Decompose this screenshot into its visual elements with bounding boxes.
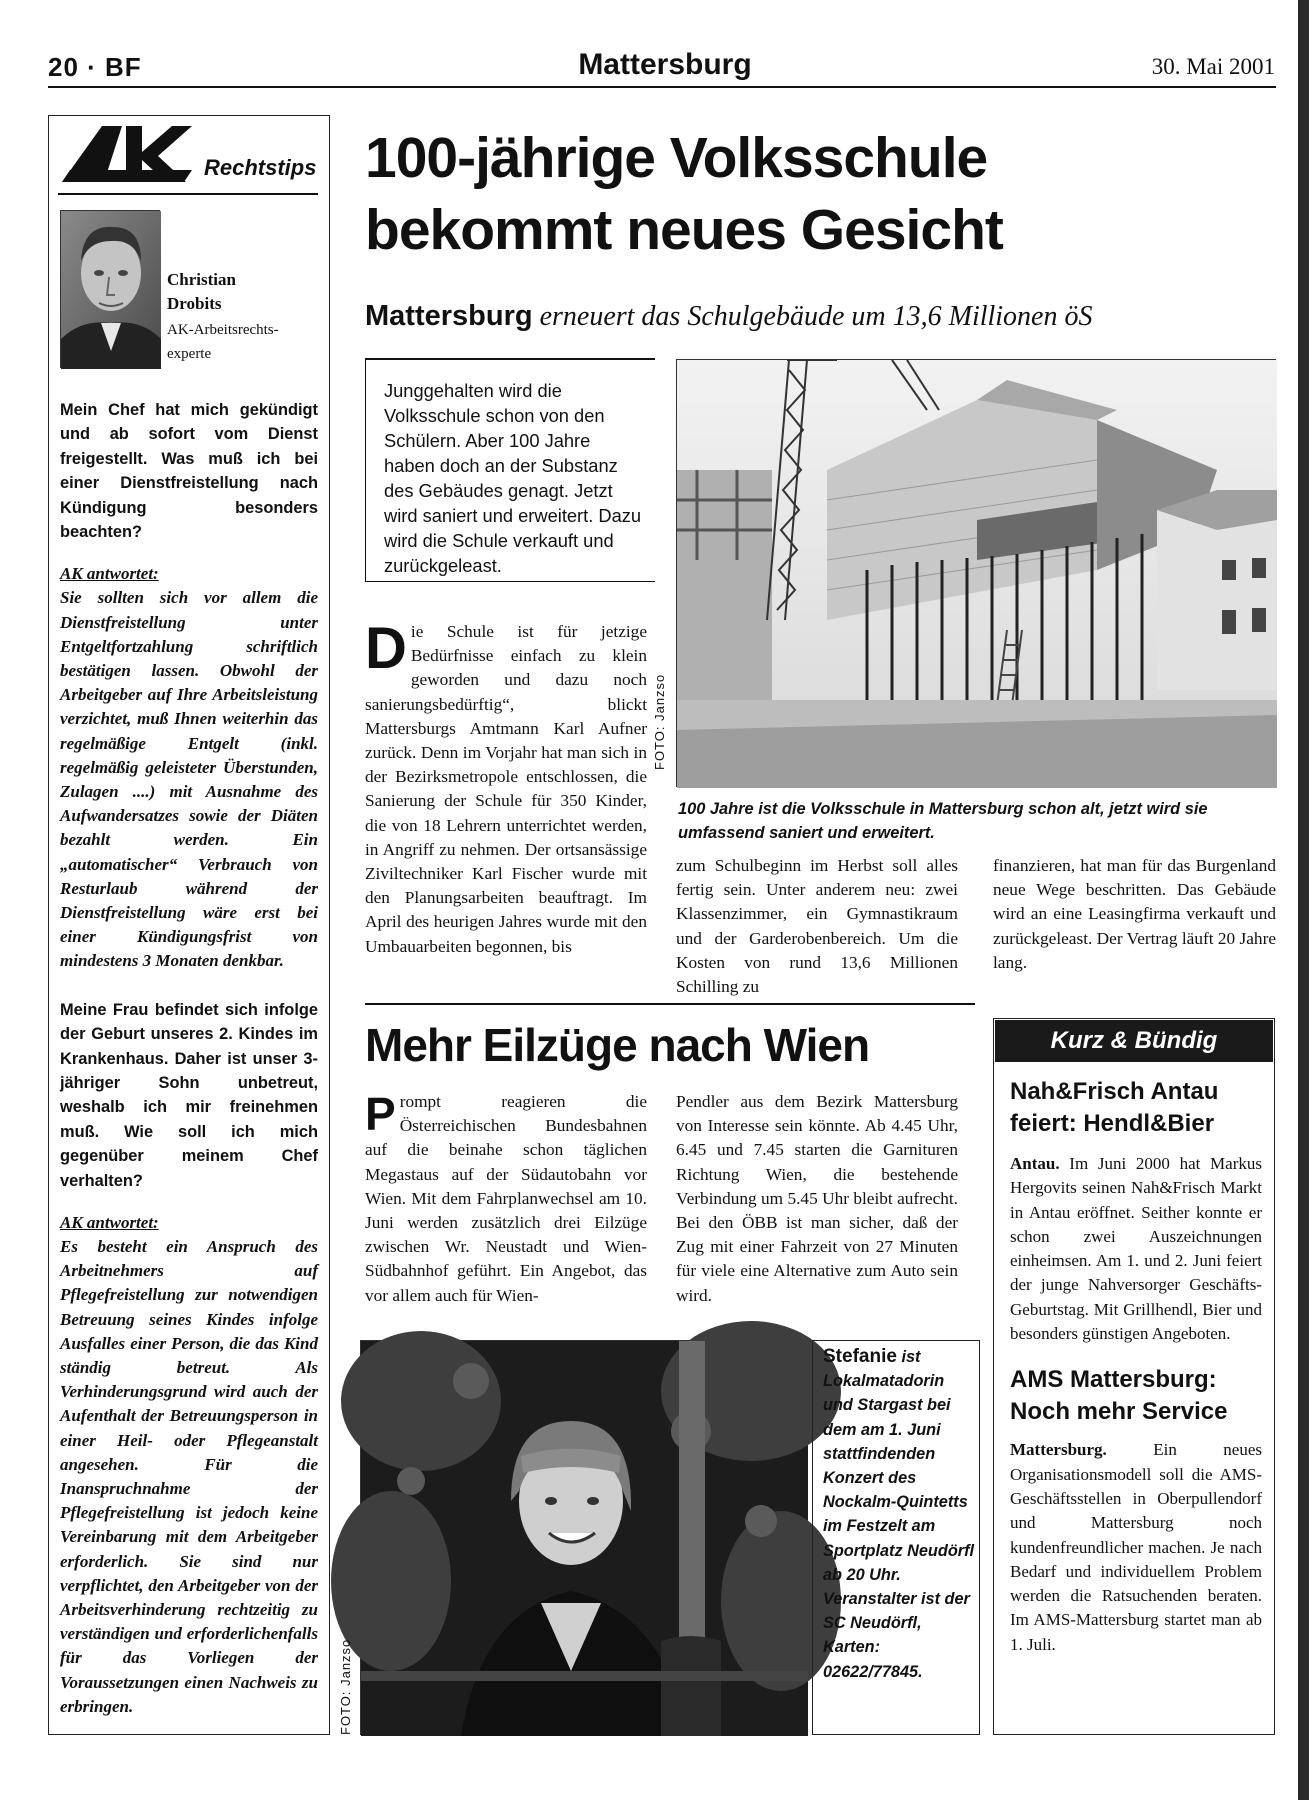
stefanie-caption: [823, 1345, 978, 1684]
answer-label-2: AK antwortet:: [60, 1212, 159, 1232]
author-last-name: Drobits: [167, 294, 222, 313]
news-item-2-place: Mattersburg.: [1010, 1440, 1107, 1460]
article1-col-1-text: ie Schule ist für jetzige Bedürfnisse einfach zu klein geworden und dazu noch sanierungsbedürftig“, blickt Mattersburgs Amtmann Karl Aufner zurück. Denn im Vorjahr hat man sich in der Bezirksmetropole entschlossen, die Sanierung der Schule für 350 Kinder, die von 18 Lehrern unterrichtet werden, in Angriff zu nehmen. Der ortsansässige Ziviltechniker Karl Fischer wurde mit den Planungsarbeiten beauftragt. Im April des heurigen Jahres wurde mit den Umbauarbeiten begonnen, bis: [365, 622, 647, 956]
subheadline-text: erneuert das Schulgebäude um 13,6 Millionen öS: [532, 301, 1093, 332]
article2-col-2: Pendler aus dem Bezirk Mattersburg von Interesse sein könnte. Ab 4.45 Uhr, 6.45 und 7.45 starten die Garnituren Richtung Wien, die bestehende Verbindung um 5.45 Uhr bleibt aufrecht. Bei den ÖBB ist man sicher, daß der Zug mit einer Fahrzeit von 27 Minuten für viele eine Alternative zum Auto sein wird.: [676, 1092, 958, 1305]
lead-rule: [365, 358, 655, 360]
subheadline-place: Mattersburg: [365, 300, 533, 332]
kurz-buendig-content: [1010, 1076, 1262, 1657]
column-title: Rechtstips: [204, 155, 317, 180]
ak-title-rule: [58, 193, 318, 195]
author-portrait: [60, 210, 160, 368]
section-rule: [365, 1003, 975, 1005]
article1-col-3: finanzieren, hat man für das Burgenland neue Wege beschritten. Das Gebäude wird an eine Leasingfirma verkauft und zurückgeleast. Der Vertrag läuft 20 Jahre lang.: [993, 856, 1276, 972]
author-role-line-2: experte: [167, 346, 212, 362]
photo-caption-1: 100 Jahre ist die Volksschule in Mattersburg schon alt, jetzt wird sie umfassend saniert und erweitert.: [678, 800, 1208, 842]
ak-logo-text: AK: [60, 109, 84, 126]
news-item-2-body: [1010, 1438, 1262, 1657]
headline-line-2: bekommt neues Gesicht: [365, 198, 1003, 262]
dropcap-p: P: [365, 1088, 396, 1140]
issue-date: 30. Mai 2001: [1151, 54, 1275, 79]
article2-col-1: [365, 1090, 647, 1308]
news-item-2-text: Ein neues Organisationsmodell soll die AMS-Geschäftsstellen in Oberpullendorf und Mattersburg noch kundenfreundlicher machen. Je nach Bedarf und individuellem Problem werden die Ratsuchenden beraten. Im AMS-Mattersburg startet man ab 1. Juli.: [1010, 1440, 1262, 1654]
ak-column-text: [60, 398, 318, 1719]
question-1: Mein Chef hat mich gekündigt und ab sofort vom Dienst freigestellt. Was muß ich bei einer Dienstfreistellung nach Kündigung besonders beachten?: [60, 401, 318, 542]
news-item-1-place: Antau.: [1010, 1154, 1060, 1173]
article2-col-1-text: rompt reagieren die Österreichischen Bundesbahnen auf die beinahe schon täglichen Megastaus auf der Südautobahn vor Wien. Mit dem Fahrplanwechsel am 10. Juni werden zusätzlich drei Eilzüge zwischen Wr. Neustadt und Wien-Südbahnhof geführt. Ein Angebot, das vor allem auch für Wien-: [365, 1092, 647, 1305]
news-item-2-headline: AMS Mattersburg: Noch mehr Service: [1010, 1366, 1228, 1426]
subheadline: [365, 300, 1275, 333]
news-item-1-text: Im Juni 2000 hat Markus Hergovits seinen Nah&Frisch Markt in Antau eröffnet. Seither konnte er schon zwei Auszeichnungen einheimsen. Am 1. und 2. Juni feiert der junge Nahversorger Geschäfts-Geburtstag. Mit Grillhendl, Bier und besonders günstigen Angeboten.: [1010, 1154, 1262, 1344]
author-first-name: Christian: [167, 270, 236, 289]
author-role: [167, 318, 317, 366]
ak-logo-icon: [60, 109, 200, 186]
author-name: [167, 268, 317, 316]
main-headline: [365, 122, 1265, 266]
photo-credit-1: FOTO: Janzso: [652, 673, 667, 770]
answer-1: Sie sollten sich vor allem die Dienstfreistellung unter Entgeltfortzahlung schriftlich bestätigen lassen. Obwohl der Arbeitgeber auf Ihre Arbeitsleistung verzichtet, muß Ihnen weiterhin das regelmäßige Entgelt (inkl. regelmäßig geleisteter Überstunden, Zulagen ....) mit Ausnahme des Aufwandersatzes sowie der Diäten bezahlt werden. Ein „automatischer“ Verbrauch von Resturlaub während der Dienstfreistellung wäre erst bei einer Kündigungsfrist von mindestens 3 Monaten denkbar.: [60, 588, 318, 971]
answer-label-1: AK antwortet:: [60, 564, 159, 584]
headline-line-1: 100-jährige Volksschule: [365, 126, 988, 190]
news-item-1-body: [1010, 1152, 1262, 1346]
page-number: 20 · BF: [48, 52, 142, 82]
header-rule: [48, 86, 1276, 88]
photo-credit-2: FOTO: Janzso: [338, 1638, 353, 1735]
section-title: Mattersburg: [578, 48, 752, 81]
caption-text: ist Lokalmatadorin und Stargast bei dem am 1. Juni stattfindenden Konzert des Nockalm-Quintetts im Festzelt am Sportplatz Neudörfl ab 20 Uhr. Veranstalter ist der SC Neudörfl, Karten: 02622/77845.: [823, 1348, 975, 1681]
stefanie-photo: [360, 1340, 807, 1735]
question-2: Meine Frau befindet sich infolge der Geburt unseres 2. Kindes im Krankenhaus. Daher ist unser 3-jähriger Sohn unbetreut, weshalb ich mir freinehmen muß. Wie soll ich mich gegenüber meinem Chef verhalten?: [60, 1000, 318, 1190]
construction-image: [677, 360, 1277, 788]
ak-logo: [60, 109, 200, 186]
kurz-buendig-title: Kurz & Bündig: [995, 1020, 1273, 1062]
headline-trains: Mehr Eilzüge nach Wien: [365, 1019, 870, 1071]
stefanie-image: [361, 1341, 808, 1736]
author-role-line-1: AK-Arbeitsrechts-: [167, 322, 279, 338]
portrait-image: [61, 211, 161, 369]
page-edge-shadow: [1298, 0, 1309, 1800]
school-construction-photo: [676, 359, 1276, 787]
answer-2: Es besteht ein Anspruch des Arbeitnehmers auf Pflegefreistellung zur notwendigen Betreuung seines Kindes infolge Ausfalles einer Person, die das Kind ständig betreut. Als Verhinderungsgrund wird auch der Aufenthalt der Betreuungsperson in einer Heil- oder Pflegeanstalt angesehen. Für die Inanspruchnahme der Pflegefreistellung ist jedoch keine Vereinbarung mit dem Arbeitgeber erforderlich. Sie sind nur verpflichtet, den Arbeitgeber von der Arbeitsverhinderung rechtzeitig zu verständigen und erforderlichenfalls für das Vorliegen der Voraussetzungen einen Nachweis zu erbringen.: [60, 1236, 318, 1716]
article1-col-2: zum Schulbeginn im Herbst soll alles fertig sein. Unter anderem neu: zwei Klassenzimmer, ein Gymnastikraum und der Garderobenbereich. Um die Kosten von rund 13,6 Millionen Schilling zu: [676, 856, 958, 997]
dropcap-d: D: [365, 616, 407, 681]
news-item-1-headline: Nah&Frisch Antau feiert: Hendl&Bier: [1010, 1078, 1219, 1137]
lead-paragraph: Junggehalten wird die Volksschule schon von den Schülern. Aber 100 Jahre haben doch an der Substanz des Gebäudes genagt. Jetzt wird saniert und erweitert. Dazu wird die Schule verkauft und zurückgeleast.: [384, 380, 642, 576]
caption-name: Stefanie: [823, 1346, 897, 1367]
article1-col-1: [365, 616, 647, 959]
